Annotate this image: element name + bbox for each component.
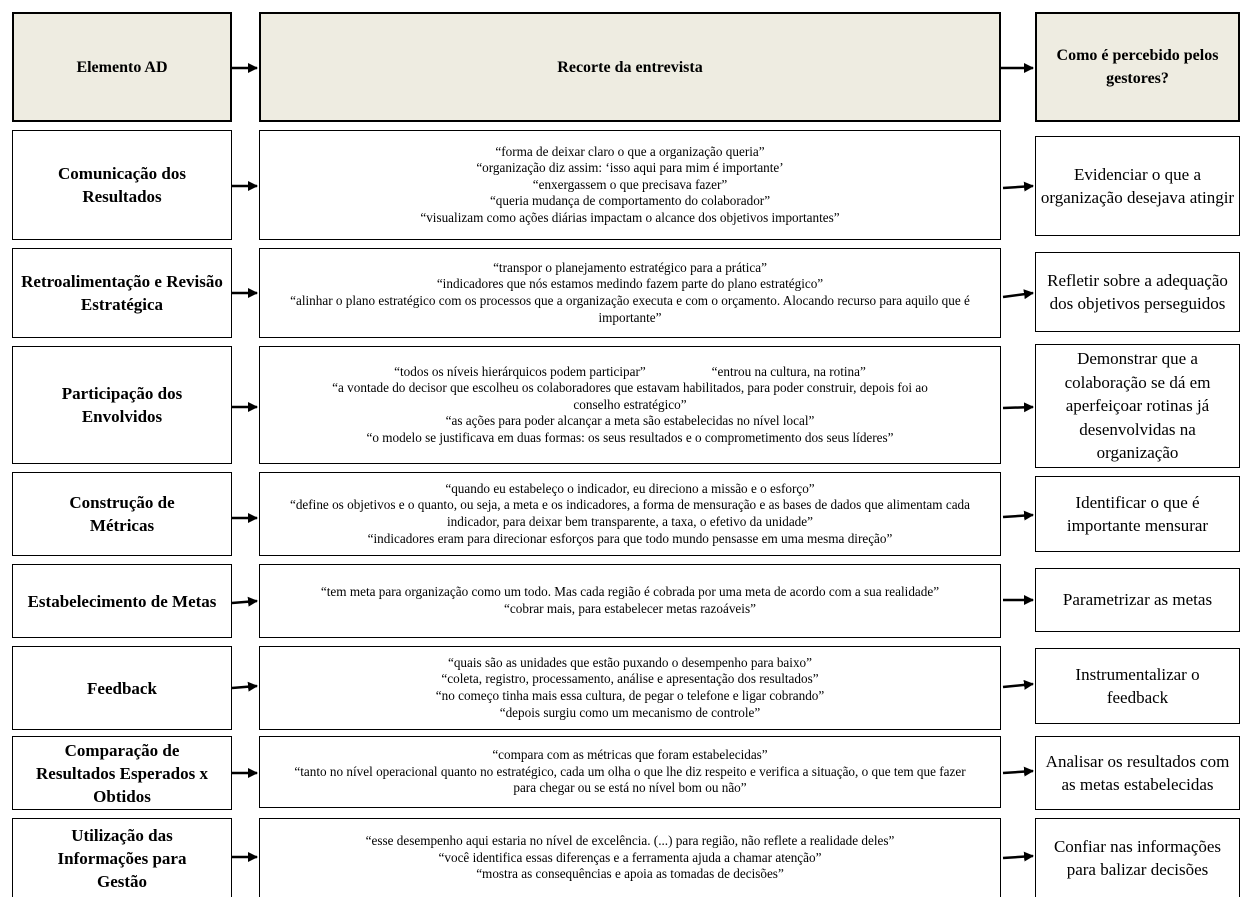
quote: “visualizam como ações diárias impactam o alcance dos objetivos importantes” xyxy=(420,209,840,225)
quote: “indicadores eram para direcionar esforços para que todo mundo pensasse em uma mesma direção” xyxy=(367,530,893,546)
element-label: Construção de Métricas xyxy=(69,493,175,535)
element-label: Retroalimentação e Revisão Estratégica xyxy=(21,272,223,314)
excerpt-box xyxy=(259,346,1001,464)
arrow-row6-left xyxy=(232,686,257,688)
header-excerpt xyxy=(259,12,1001,122)
quote: “depois surgiu como um mecanismo de controle” xyxy=(499,704,761,720)
element-box xyxy=(12,346,232,464)
element-box xyxy=(12,248,232,338)
arrow-row6-right xyxy=(1003,684,1033,687)
header-element-ad xyxy=(12,12,232,122)
quote: “queria mudança de comportamento do colaborador” xyxy=(489,193,771,209)
excerpt-box xyxy=(259,646,1001,730)
perception-box xyxy=(1035,252,1240,332)
header-excerpt-label: Recorte da entrevista xyxy=(557,58,703,76)
perception-box xyxy=(1035,648,1240,724)
quote: “define os objetivos e o quanto, ou seja, a meta e os indicadores, a forma de mensuração e as bases de dados que alimentam cada indicador, para deixar bem transparente, a taxa, o efetivo da unidade” xyxy=(289,497,970,529)
element-label: Participação dos Envolvidos xyxy=(61,384,183,426)
excerpt-box xyxy=(259,130,1001,240)
element-label: Comunicação dos Resultados xyxy=(58,164,186,206)
perception-box xyxy=(1035,344,1240,468)
perception-box xyxy=(1035,736,1240,810)
quote: “todos os níveis hierárquicos podem participar” “entrou na cultura, na rotina” xyxy=(394,363,866,379)
excerpt-box xyxy=(259,736,1001,808)
excerpt-box xyxy=(259,248,1001,338)
perception-box xyxy=(1035,136,1240,236)
header-perception-label: Como é percebido pelos gestores? xyxy=(1056,47,1219,87)
arrow-row3-right xyxy=(1003,407,1033,408)
excerpt-box xyxy=(259,564,1001,638)
quote: “quando eu estabeleço o indicador, eu direciono a missão e o esforço” xyxy=(445,480,815,496)
element-box xyxy=(12,818,232,897)
quote: “no começo tinha mais essa cultura, de pegar o telefone e ligar cobrando” xyxy=(435,688,825,703)
element-box xyxy=(12,130,232,240)
perception-box xyxy=(1035,568,1240,632)
excerpt-box xyxy=(259,818,1001,897)
element-label: Estabelecimento de Metas xyxy=(27,591,217,611)
quote: “mostra as consequências e apoia as tomadas de decisões” xyxy=(476,866,784,882)
quote: “compara com as métricas que foram estabelecidas” xyxy=(492,747,768,763)
quote: “as ações para poder alcançar a meta são estabelecidas no nível local” xyxy=(445,413,815,429)
header-element-ad-label: Elemento AD xyxy=(76,58,168,76)
perception-label: Demonstrar que a colaboração se dá em aperfeiçoar rotinas já desenvolvidas na organização xyxy=(1064,349,1211,463)
quote: “coleta, registro, processamento, análise e apresentação dos resultados” xyxy=(441,671,819,687)
element-label: Feedback xyxy=(87,678,157,698)
arrow-row2-right xyxy=(1003,293,1033,297)
perception-label: Identificar o que é importante mensurar xyxy=(1066,492,1209,535)
quote: “esse desempenho aqui estaria no nível de excelência. (...) para região, não reflete a realidade deles” xyxy=(365,833,895,849)
quote: “tem meta para organização como um todo. Mas cada região é cobrada por uma meta de acordo com a sua realidade” xyxy=(320,584,940,600)
header-perception xyxy=(1035,12,1240,122)
arrow-row8-right xyxy=(1003,856,1033,858)
quote: “a vontade do decisor que escolheu os colaboradores que estavam habilitados, para poder construir, depois foi ao conselho estratégico” xyxy=(332,380,928,412)
element-box xyxy=(12,646,232,730)
quote: “indicadores que nós estamos medindo fazem parte do plano estratégico” xyxy=(436,276,824,292)
quote: “forma de deixar claro o que a organização queria” xyxy=(495,143,765,159)
perception-label: Analisar os resultados com as metas estabelecidas xyxy=(1045,751,1230,794)
excerpt-box xyxy=(259,472,1001,556)
perception-label: Parametrizar as metas xyxy=(1062,590,1213,610)
element-label: Utilização das Informações para Gestão xyxy=(57,825,187,891)
arrow-row5-left xyxy=(232,601,257,603)
quote: “enxergassem o que precisava fazer” xyxy=(532,176,728,192)
element-box xyxy=(12,564,232,638)
quote: “o modelo se justificava em duas formas: os seus resultados e o comprometimento dos seus líderes” xyxy=(366,429,894,445)
perception-box xyxy=(1035,476,1240,552)
element-label: Comparação de Resultados Esperados x Obtidos xyxy=(36,740,208,806)
quote: “organização diz assim: ‘isso aqui para mim é importante’ xyxy=(476,160,784,176)
quote: “cobrar mais, para estabelecer metas razoáveis” xyxy=(504,601,756,616)
perception-label: Evidenciar o que a organização desejava atingir xyxy=(1040,164,1235,207)
perception-box xyxy=(1035,818,1240,897)
quote: “você identifica essas diferenças e a ferramenta ajuda a chamar atenção” xyxy=(438,849,822,865)
quote: “transpor o planejamento estratégico para a prática” xyxy=(493,259,767,275)
arrow-row1-right xyxy=(1003,186,1033,188)
quote: “alinhar o plano estratégico com os processos que a organização executa e com o orçamento. Alocando recurso para aquilo que é importante” xyxy=(290,293,970,325)
element-box xyxy=(12,472,232,556)
element-box xyxy=(12,736,232,810)
quote: “tanto no nível operacional quanto no estratégico, cada um olha o que lhe diz respeito e verifica a situação, o que tem que fazer para chegar ou se está no nível bom ou não” xyxy=(294,763,966,796)
arrow-row7-right xyxy=(1003,771,1033,773)
arrow-row4-right xyxy=(1003,515,1033,517)
perception-label: Refletir sobre a adequação dos objetivos perseguidos xyxy=(1047,270,1228,313)
perception-label: Confiar nas informações para balizar decisões xyxy=(1053,836,1222,879)
quote: “quais são as unidades que estão puxando o desempenho para baixo” xyxy=(447,654,812,670)
perception-label: Instrumentalizar o feedback xyxy=(1075,664,1200,707)
